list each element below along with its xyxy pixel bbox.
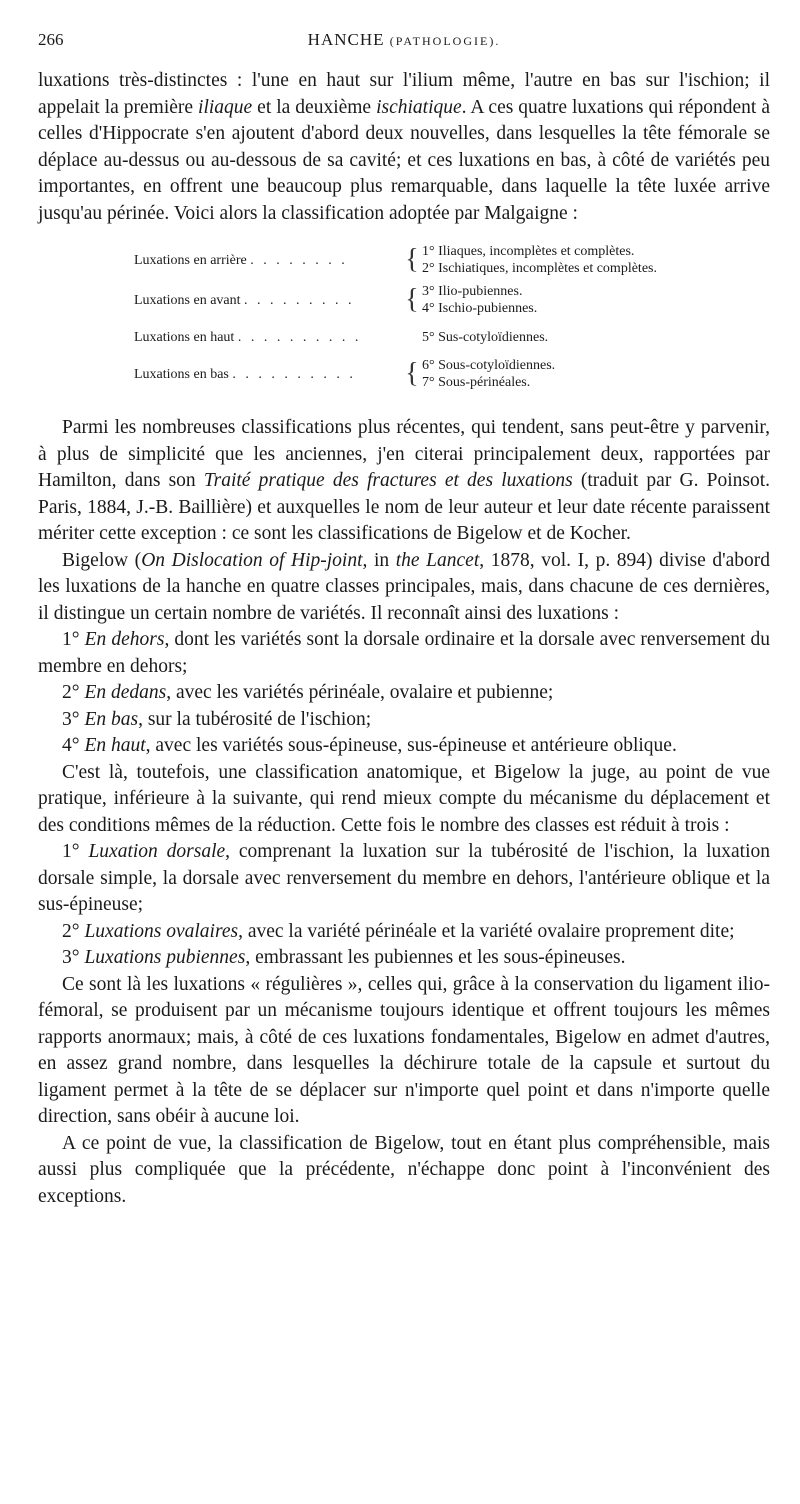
italic-term: En dedans <box>84 682 167 703</box>
classification-label: Luxations en bas . . . . . . . . . . <box>134 366 356 382</box>
classification-varieties <box>422 357 770 391</box>
classification-table <box>134 243 770 391</box>
classification-label: Luxations en arrière . . . . . . . . <box>134 252 348 268</box>
list-item: 3° Luxations pubiennes, embrassant les pubiennes et les sous-épineuses. <box>62 947 626 968</box>
paragraph-2 <box>38 415 770 548</box>
italic-term: Luxations pubiennes <box>84 947 246 968</box>
classification-row <box>134 357 770 391</box>
italic-term: Luxations ovalaires <box>84 920 239 942</box>
italic-term: En bas <box>84 708 139 730</box>
classification-row <box>134 283 770 317</box>
text-run: . A ces quatre luxations qui répondent à celles d'Hippocrate s'en ajoutent d'abord deux nouvelles, dans lesquelles la tête fémorale se déplace au-dessus ou au-dessous de sa cavité; et ces luxations en bas, à côté de variétés peu importantes, en offrent une beaucoup plus remarquable, dans laquelle la tête luxée arrive jusqu'au périnée. Voici alors la classification adoptée par Malgaigne : <box>38 96 770 224</box>
paragraph-5: Ce sont là les luxations « régulières », celles qui, grâce à la conservation du ligament ilio-fémoral, se produisent par un mécanisme toujours identique et offrent toujours les mêmes rapports anormaux; mais, à côté de ces luxations fondamentales, Bigelow en admet d'autres, en assez grand nombre, dans lesquelles la déchirure totale de la capsule et surtout du ligament permet à la tête de se déplacer sur n'importe quel point et dans n'importe quelle direction, sans obéir à aucune loi. <box>38 973 770 1127</box>
page-number: 266 <box>38 30 64 49</box>
list-item: 1° En dehors, dont les variétés sont la dorsale ordinaire et la dorsale avec renversement du membre en dehors; <box>38 629 771 677</box>
brace: { <box>405 358 419 389</box>
paragraph-4: C'est là, toutefois, une classification anatomique, et Bigelow la juge, au point de vue pratique, inférieure à la suivante, qui rend mieux compte du mécanisme du déplacement et des conditions mêmes de la réduction. Cette fois le nombre des classes est réduit à trois : <box>38 761 770 836</box>
classification-varieties <box>422 243 770 277</box>
text-run: Parmi les nombreuses classifications plus récentes, qui tendent, sans peut-être y parvenir, à plus de simplicité que les anciennes, j'en citerai principalement deux, rapportées par Hamilton, dans son <box>38 417 770 491</box>
italic-term: En dehors <box>84 629 165 650</box>
variety-item: 1° Iliaques, incomplètes et complètes. <box>422 244 635 259</box>
text-run: , in <box>362 549 396 571</box>
paragraph-3 <box>38 548 770 628</box>
classification-row <box>134 323 770 351</box>
text-run: , 1878, vol. I, p. 894) divise d'abord les luxations de la hanche en quatre classes principales, mais, dans chacune de ces dernières, il distingue un certain nombre de variétés. Il reconnaît ainsi des luxations : <box>38 549 770 624</box>
italic-title: On Dislocation of Hip-joint <box>141 549 363 571</box>
list-item: 3° En bas, sur la tubérosité de l'ischion; <box>62 708 372 730</box>
text-run: et la deuxième <box>252 96 377 118</box>
running-title-sub: (PATHOLOGIE). <box>389 34 501 48</box>
classification-label: Luxations en avant . . . . . . . . . <box>134 292 355 308</box>
list-item: 1° Luxation dorsale, comprenant la luxation sur la tubérosité de l'ischion, la luxation dorsale simple, la dorsale avec renversement du membre en dehors, l'antérieure oblique et la sus-épineuse; <box>38 841 770 915</box>
paragraph-1 <box>38 68 770 227</box>
classification-label: Luxations en haut . . . . . . . . . . <box>134 329 362 345</box>
page-header <box>38 30 770 54</box>
text-run: Bigelow ( <box>62 549 142 571</box>
brace: { <box>405 244 419 275</box>
text-run: luxations très-distinctes : l'une en haut sur l'ilium même, l'autre en bas sur l'ischion; il appelait la première <box>38 70 770 118</box>
italic-title: the Lancet <box>395 549 480 571</box>
list-item: 2° En dedans, avec les variétés périnéale, ovalaire et pubienne; <box>62 682 554 703</box>
brace: { <box>405 284 419 315</box>
running-title <box>38 30 770 50</box>
variety-item: 4° Ischio-pubiennes. <box>422 301 538 316</box>
variety-item: 2° Ischiatiques, incomplètes et complètes. <box>422 261 657 276</box>
italic-term: ischiatique <box>376 96 462 118</box>
variety-item: 7° Sous-périnéales. <box>422 375 531 390</box>
running-title-main: HANCHE <box>307 30 385 49</box>
variety-item: 6° Sous-cotyloïdiennes. <box>422 358 556 373</box>
variety-item: 5° Sus-cotyloïdiennes. <box>422 329 549 345</box>
list-item: 2° Luxations ovalaires, avec la variété périnéale et la variété ovalaire proprement dite; <box>62 920 735 942</box>
variety-item: 3° Ilio-pubiennes. <box>422 284 523 299</box>
classification-row <box>134 243 770 277</box>
page <box>38 30 770 1210</box>
italic-term: En haut <box>84 735 146 756</box>
italic-term: iliaque <box>198 96 253 118</box>
text-run: (traduit par G. Poinsot. Paris, 1884, J.-B. Baillière) et auxquelles le nom de leur auteur et leur date récente paraissent mériter cette exception : ce sont les classifications de Bigelow et de Kocher. <box>38 470 770 544</box>
classification-varieties <box>422 283 770 317</box>
italic-term: Luxation dorsale <box>88 841 226 862</box>
paragraph-6: A ce point de vue, la classification de Bigelow, tout en étant plus compréhensible, mais aussi plus compliquée que la précédente, n'échappe donc point à l'inconvénient des exceptions. <box>38 1132 770 1207</box>
italic-title: Traité pratique des fractures et des luxations <box>203 470 573 491</box>
list-item: 4° En haut, avec les variétés sous-épineuse, sus-épineuse et antérieure oblique. <box>62 735 677 756</box>
classification-varieties <box>422 329 770 346</box>
